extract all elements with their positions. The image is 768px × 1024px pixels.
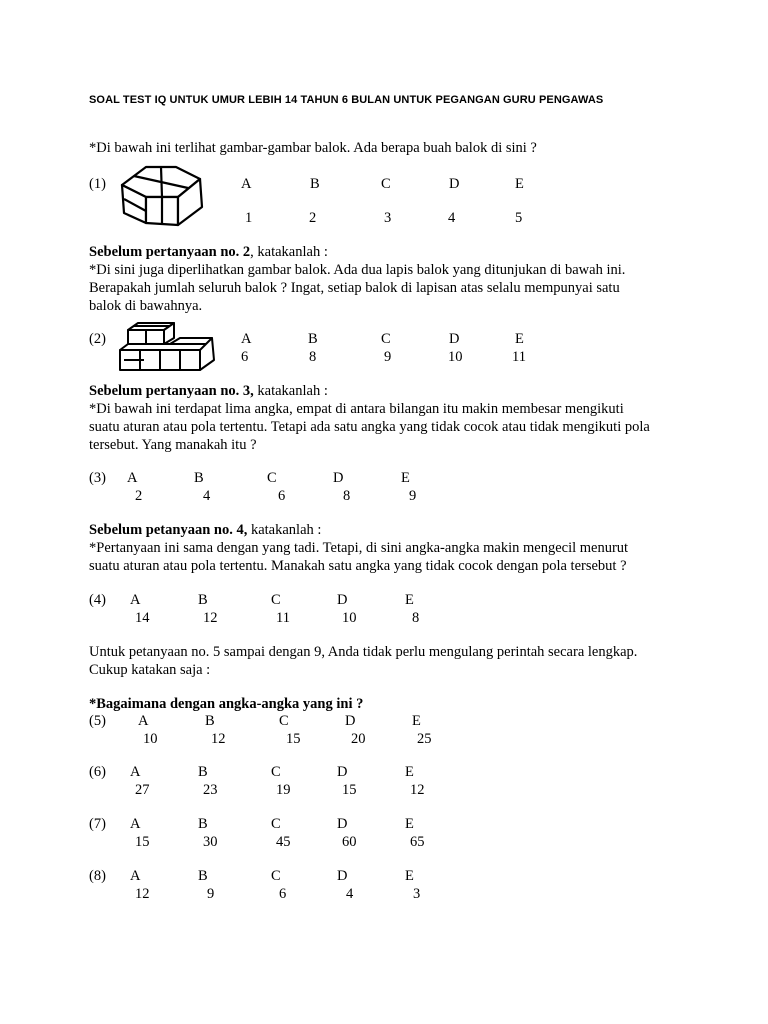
q3-option-c: C <box>267 470 277 486</box>
q8-value-c: 6 <box>279 886 287 902</box>
document-title: SOAL TEST IQ UNTUK UMUR LEBIH 14 TAHUN 6 BULAN UNTUK PEGANGAN GURU PENGAWAS <box>89 94 604 106</box>
q7-option-b: B <box>198 816 208 832</box>
q2-value-a: 6 <box>241 349 249 365</box>
question-5-number: (5) <box>89 713 106 729</box>
question-4-instruction-line: *Pertanyaan ini sama dengan yang tadi. Tetapi, di sini angka-angka makin mengecil menurut <box>89 540 629 556</box>
note-line: Untuk petanyaan no. 5 sampai dengan 9, Anda tidak perlu mengulang perintah secara lengkap. <box>89 644 638 660</box>
question-8-number: (8) <box>89 868 106 884</box>
q3-value-e: 9 <box>409 488 417 504</box>
q7-option-e: E <box>405 816 414 832</box>
q3-value-c: 6 <box>278 488 286 504</box>
q5-option-c: C <box>279 713 289 729</box>
q8-value-a: 12 <box>135 886 150 902</box>
q6-value-c: 19 <box>276 782 291 798</box>
q2-option-e: E <box>515 331 524 347</box>
question-2-instruction-line: balok di bawahnya. <box>89 298 203 314</box>
q2-option-b: B <box>308 331 318 347</box>
question-4-heading-rest: katakanlah : <box>247 522 322 538</box>
q3-option-b: B <box>194 470 204 486</box>
q6-value-b: 23 <box>203 782 218 798</box>
q4-option-c: C <box>271 592 281 608</box>
q5-value-a: 10 <box>143 731 158 747</box>
question-3-heading <box>89 382 328 400</box>
q3-option-a: A <box>127 470 138 486</box>
q6-option-e: E <box>405 764 414 780</box>
q8-option-b: B <box>198 868 208 884</box>
q3-option-e: E <box>401 470 410 486</box>
q2-option-d: D <box>449 331 460 347</box>
q3-value-d: 8 <box>343 488 351 504</box>
question-4-instruction-line: suatu aturan atau pola tertentu. Manakah satu angka yang tidak cocok dengan pola tersebut ? <box>89 558 627 574</box>
question-3-heading-rest: katakanlah : <box>253 383 328 399</box>
q8-value-b: 9 <box>207 886 215 902</box>
q5-option-b: B <box>205 713 215 729</box>
q8-option-d: D <box>337 868 348 884</box>
question-2-number: (2) <box>89 331 106 347</box>
question-6-number: (6) <box>89 764 106 780</box>
question-4-heading <box>89 521 321 539</box>
q5-value-e: 25 <box>417 731 432 747</box>
q1-value-b: 2 <box>309 210 317 226</box>
q7-value-e: 65 <box>410 834 425 850</box>
q4-option-a: A <box>130 592 141 608</box>
q6-option-c: C <box>271 764 281 780</box>
question-4-number: (4) <box>89 592 106 608</box>
question-2-heading <box>89 243 328 261</box>
question-2-heading-rest: , katakanlah : <box>250 244 328 260</box>
q6-value-d: 15 <box>342 782 357 798</box>
q7-value-d: 60 <box>342 834 357 850</box>
question-3-instruction-line: suatu aturan atau pola tertentu. Tetapi ada satu angka yang tidak cocok atau tidak mengikuti pola <box>89 419 650 435</box>
question-2-heading-bold: Sebelum pertanyaan no. 2 <box>89 244 251 260</box>
question-1-blocks-figure <box>116 161 212 233</box>
q1-value-a: 1 <box>245 210 253 226</box>
q2-option-c: C <box>381 331 391 347</box>
q4-option-d: D <box>337 592 348 608</box>
q1-option-d: D <box>449 176 460 192</box>
q8-option-c: C <box>271 868 281 884</box>
q6-option-d: D <box>337 764 348 780</box>
q1-option-b: B <box>310 176 320 192</box>
q8-option-a: A <box>130 868 141 884</box>
question-3-instruction-line: tersebut. Yang manakah itu ? <box>89 437 257 453</box>
q3-value-b: 4 <box>203 488 211 504</box>
q6-option-b: B <box>198 764 208 780</box>
note-line: Cukup katakan saja : <box>89 662 211 678</box>
q4-option-e: E <box>405 592 414 608</box>
q5-option-d: D <box>345 713 356 729</box>
q2-value-e: 11 <box>512 349 526 365</box>
question-5-heading: *Bagaimana dengan angka-angka yang ini ? <box>89 696 364 712</box>
q2-value-b: 8 <box>309 349 317 365</box>
q1-option-c: C <box>381 176 391 192</box>
question-2-instruction-line: *Di sini juga diperlihatkan gambar balok. Ada dua lapis balok yang ditunjukan di bawah ini. <box>89 262 626 278</box>
q7-option-c: C <box>271 816 281 832</box>
q6-value-e: 12 <box>410 782 425 798</box>
q4-value-c: 11 <box>276 610 290 626</box>
q5-value-d: 20 <box>351 731 366 747</box>
q7-value-c: 45 <box>276 834 291 850</box>
q8-option-e: E <box>405 868 414 884</box>
q2-value-d: 10 <box>448 349 463 365</box>
question-4-heading-bold: Sebelum petanyaan no. 4, <box>89 522 248 538</box>
question-1-number: (1) <box>89 176 106 192</box>
q4-value-d: 10 <box>342 610 357 626</box>
q3-value-a: 2 <box>135 488 143 504</box>
q6-option-a: A <box>130 764 141 780</box>
q5-option-e: E <box>412 713 421 729</box>
q1-value-d: 4 <box>448 210 456 226</box>
q2-value-c: 9 <box>384 349 392 365</box>
question-7-number: (7) <box>89 816 106 832</box>
q7-value-b: 30 <box>203 834 218 850</box>
q4-value-e: 8 <box>412 610 420 626</box>
q4-option-b: B <box>198 592 208 608</box>
q2-option-a: A <box>241 331 252 347</box>
q8-value-d: 4 <box>346 886 354 902</box>
q4-value-a: 14 <box>135 610 150 626</box>
q7-option-d: D <box>337 816 348 832</box>
q1-option-e: E <box>515 176 524 192</box>
question-2-blocks-figure <box>114 320 218 376</box>
q5-value-b: 12 <box>211 731 226 747</box>
q7-option-a: A <box>130 816 141 832</box>
question-1-instruction: *Di bawah ini terlihat gambar-gambar balok. Ada berapa buah balok di sini ? <box>89 140 537 156</box>
question-3-heading-bold: Sebelum pertanyaan no. 3, <box>89 383 254 399</box>
question-2-instruction-line: Berapakah jumlah seluruh balok ? Ingat, setiap balok di lapisan atas selalu mempunyai satu <box>89 280 620 296</box>
q8-value-e: 3 <box>413 886 421 902</box>
q5-option-a: A <box>138 713 149 729</box>
q5-value-c: 15 <box>286 731 301 747</box>
question-3-number: (3) <box>89 470 106 486</box>
q6-value-a: 27 <box>135 782 150 798</box>
q7-value-a: 15 <box>135 834 150 850</box>
q3-option-d: D <box>333 470 344 486</box>
q4-value-b: 12 <box>203 610 218 626</box>
q1-value-e: 5 <box>515 210 523 226</box>
q1-option-a: A <box>241 176 252 192</box>
q1-value-c: 3 <box>384 210 392 226</box>
question-3-instruction-line: *Di bawah ini terdapat lima angka, empat di antara bilangan itu makin membesar mengikuti <box>89 401 624 417</box>
